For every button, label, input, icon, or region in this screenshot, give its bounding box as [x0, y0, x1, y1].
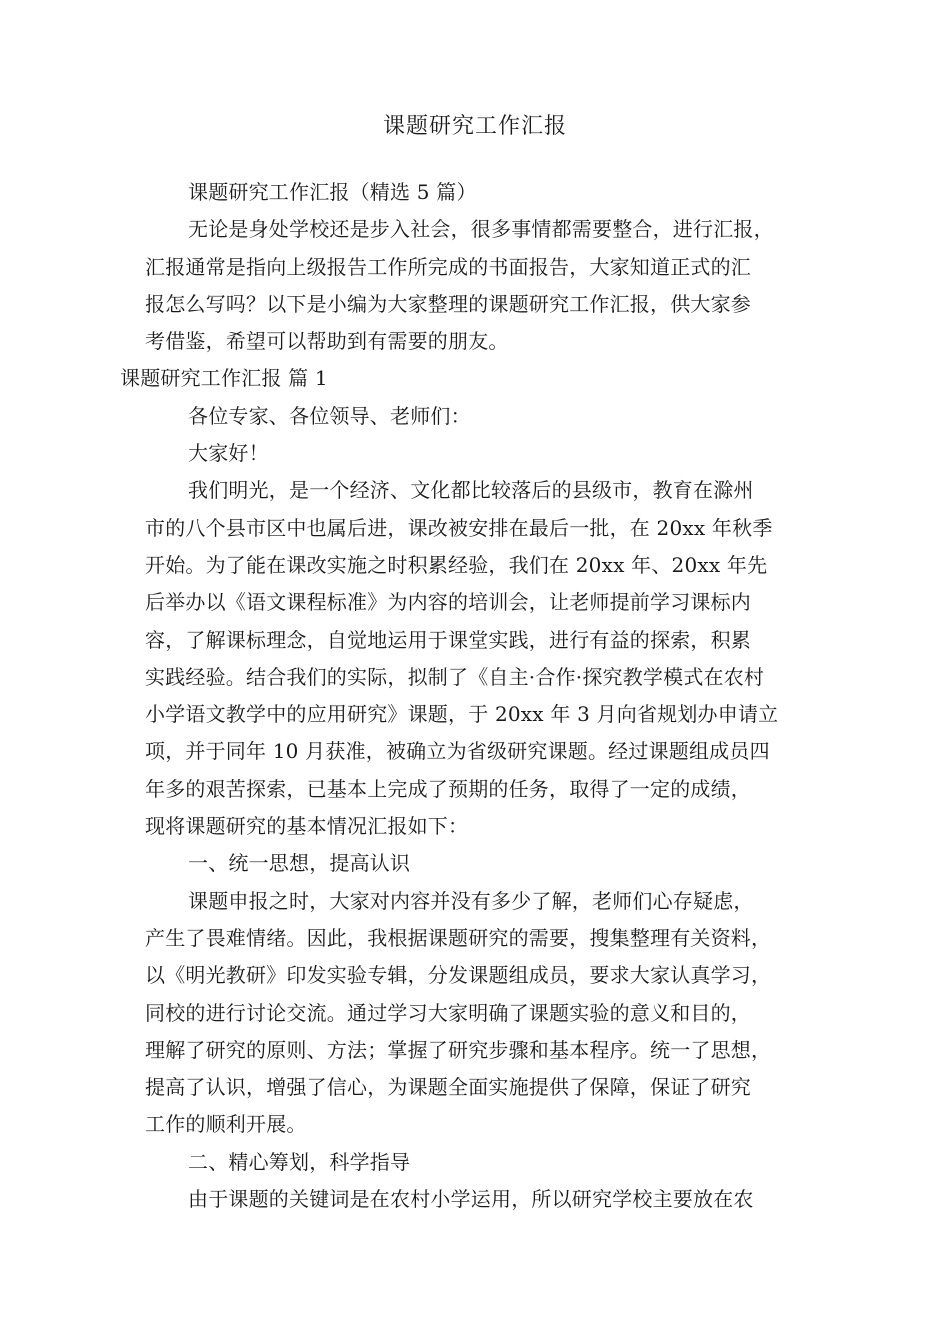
paragraph-line: 各位专家、各位领导、老师们： — [188, 403, 471, 428]
paragraph-line: 汇报通常是指向上级报告工作所完成的书面报告，大家知道正式的汇 — [145, 254, 751, 279]
paragraph-line: 大家好！ — [188, 441, 269, 466]
paragraph-line: 容，了解课标理念，自觉地运用于课堂实践，进行有益的探索，积累 — [145, 627, 751, 652]
document-body — [120, 174, 845, 1218]
paragraph-line: 我们明光，是一个经济、文化都比较落后的县级市，教育在滁州 — [188, 478, 754, 503]
paragraph-line: 二、精心筹划，科学指导 — [188, 1149, 411, 1174]
paragraph-line: 理解了研究的原则、方法；掌握了研究步骤和基本程序。统一了思想， — [145, 1037, 772, 1062]
paragraph-line: 考借鉴，希望可以帮助到有需要的朋友。 — [145, 329, 509, 354]
paragraph-line: 同校的进行讨论交流。通过学习大家明确了课题实验的意义和目的， — [145, 1000, 751, 1025]
paragraph-line: 现将课题研究的基本情况汇报如下： — [145, 814, 469, 839]
paragraph-line: 课题申报之时，大家对内容并没有多少了解，老师们心存疑虑， — [188, 888, 754, 913]
paragraph-line: 提高了认识，增强了信心，为课题全面实施提供了保障，保证了研究 — [145, 1075, 751, 1100]
paragraph-line: 项，并于同年 10 月获准，被确立为省级研究课题。经过课题组成员四 — [145, 739, 770, 764]
paragraph-line: 实践经验。结合我们的实际，拟制了《自主·合作·探究教学模式在农村 — [145, 664, 765, 689]
paragraph-line: 报怎么写吗？以下是小编为大家整理的课题研究工作汇报，供大家参 — [145, 291, 751, 316]
paragraph-line: 无论是身处学校还是步入社会，很多事情都需要整合，进行汇报， — [188, 217, 774, 242]
paragraph-line: 年多的艰苦探索，已基本上完成了预期的任务，取得了一定的成绩， — [145, 776, 751, 801]
paragraph-line: 由于课题的关键词是在农村小学运用，所以研究学校主要放在农 — [188, 1187, 754, 1212]
paragraph-line: 以《明光教研》印发实验专辑，分发课题组成员，要求大家认真学习， — [145, 963, 772, 988]
paragraph-line: 工作的顺利开展。 — [145, 1112, 307, 1137]
paragraph-line: 一、统一思想，提高认识 — [188, 851, 411, 876]
section-heading-line: 课题研究工作汇报 篇 1 — [120, 366, 328, 391]
paragraph-line: 后举办以《语文课程标准》为内容的培训会，让老师提前学习课标内 — [145, 590, 751, 615]
paragraph-line: 市的八个县市区中也属后进，课改被安排在最后一批，在 20xx 年秋季 — [145, 515, 773, 540]
paragraph-line: 产生了畏难情绪。因此，我根据课题研究的需要，搜集整理有关资料， — [145, 925, 772, 950]
paragraph-line: 课题研究工作汇报（精选 5 篇） — [188, 180, 477, 204]
paragraph-line: 小学语文教学中的应用研究》课题，于 20xx 年 3 月向省规划办申请立 — [145, 702, 779, 727]
paragraph-line: 开始。为了能在课改实施之时积累经验，我们在 20xx 年、20xx 年先 — [145, 552, 768, 577]
document-title: 课题研究工作汇报 — [382, 114, 567, 139]
